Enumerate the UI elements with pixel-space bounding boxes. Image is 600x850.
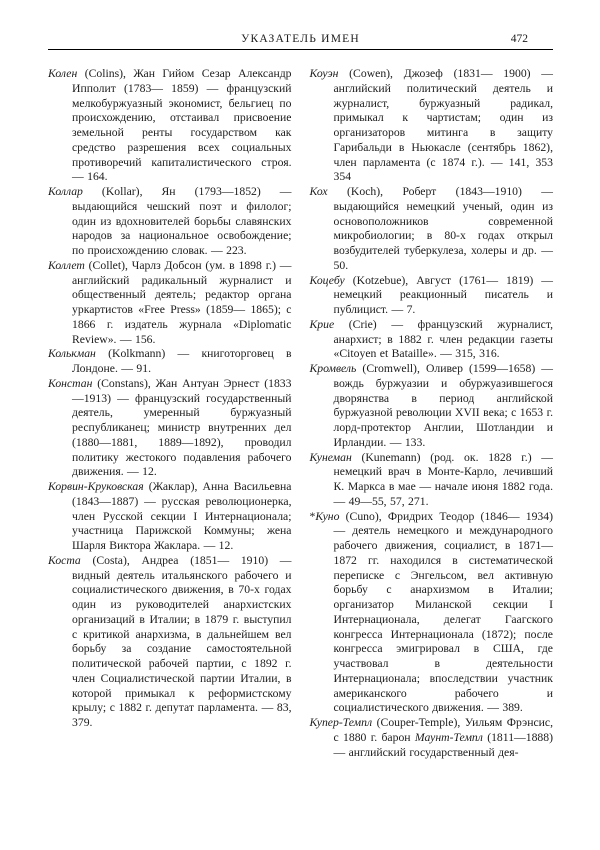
- page-header: [48, 0, 553, 46]
- index-columns: [48, 67, 553, 760]
- page-number: 472: [510, 33, 528, 45]
- index-entry-left-3: [48, 259, 292, 348]
- header-rule: [48, 49, 553, 50]
- right-column: [310, 67, 554, 760]
- running-title: УКАЗАТЕЛЬ ИМЕН: [241, 33, 360, 45]
- entry-headword: Корвин-Круковская: [48, 480, 144, 493]
- index-entry-left-5: [48, 377, 292, 480]
- entry-text: (1811—1888) — английский государственный дея-: [333, 730, 553, 759]
- entry-headword: Куно: [315, 509, 340, 523]
- entry-text: (Cowen), Джозеф (1831— 1900) — английский политический деятель и журналист, буржуазный радикал, примыкал к чартистам; один из организаторов митинга в защиту Гарибальди в Ньюкасле (сентябрь 1862), член парламента (с 1874 г.). — 141, 353 354: [333, 67, 553, 184]
- entry-headword: Колен: [48, 67, 78, 80]
- entry-text: *: [309, 509, 316, 523]
- index-entry-right-5: [310, 362, 554, 451]
- index-entry-left-2: [48, 185, 292, 259]
- index-entry-right-4: [310, 318, 554, 362]
- entry-text: (Couper-Temple), Уильям Фрэнсис, с 1880 г. барон: [333, 716, 553, 744]
- entry-headword: Кох: [309, 185, 328, 198]
- entry-text: (Cromwell), Оливер (1599—1658) — вождь буржуазии и обуржуазившегося дворянства в период английской буржуазной революции XVII века; с 1653 г. лорд-протектор Англии, Шотландии и Ирландии. — 133.: [333, 362, 553, 449]
- entry-text: (Koch), Роберт (1843—1910) — выдающийся немецкий ученый, один из основоположников современной микробиологии; в 80-х годах открыл возбудителей туберкулеза, холеры и др. — 50.: [327, 185, 553, 272]
- entry-text: (Kunemann) (род. ок. 1828 г.) — немецкий врач в Монте-Карло, лечивший К. Маркса в мае — начале июня 1882 года. — 49—55, 57, 271.: [333, 450, 553, 508]
- entry-headword: Констан: [48, 376, 93, 390]
- index-entry-left-1: [48, 67, 292, 185]
- index-entry-right-7: [310, 510, 554, 717]
- entry-headword: Коцебу: [309, 273, 345, 287]
- index-entry-left-6: [48, 480, 292, 554]
- entry-headword: Маунт-Темпл: [414, 730, 483, 744]
- index-entry-right-6: [310, 451, 554, 510]
- entry-text: (Kotzebue), Август (1761— 1819) — немецкий реакционный писатель и публицист. — 7.: [333, 273, 553, 316]
- entry-headword: Кромвель: [309, 362, 357, 375]
- index-entry-left-4: [48, 347, 292, 377]
- entry-text: (Colins), Жан Гийом Сезар Александр Ипполит (1783— 1859) — французский мелкобуржуазный экономист, бельгиец по происхождению, отстаивал присвоение земельной ренты государством как средство разрешения всех социальных противоречий капиталистического строя. — 164.: [72, 67, 292, 184]
- left-column: [48, 67, 292, 760]
- entry-text: (Kollar), Ян (1793—1852) — выдающийся чешский поэт и филолог; один из вдохновителей борьбы славянских народов за национальное освобождение; по происхождению словак. — 223.: [72, 185, 292, 257]
- entry-text: (Costa), Андреа (1851— 1910) — видный деятель итальянского рабочего и социалистического движения, в 70-х годах один из руководителей анархистских организаций в Италии; в 1879 г. выступил с критикой анархизма, в дальнейшем вел борьбу за создание самостоятельной политической рабочей партии, с 1892 г. член Социалистической партии Италии, в которой примыкал к реформистскому крылу; с 1882 г. депутат парламента. — 83, 379.: [72, 553, 292, 729]
- entry-headword: Коллар: [48, 185, 83, 198]
- entry-text: (Crie) — французский журналист, анархист; в 1882 г. член редакции газеты «Citoyen et Bataille». — 315, 316.: [333, 317, 553, 361]
- entry-text: (Kolkmann) — книготорговец в Лондоне. — 91.: [72, 347, 292, 375]
- entry-headword: Коуэн: [309, 67, 339, 80]
- entry-text: (Cuno), Фридрих Теодор (1846— 1934) — деятель немецкого и международного рабочего движения, социалист, в 1871— 1872 гг. находился в систематической переписке с Энгельсом, вел активную борьбу с анархизмом в Италии; организатор Миланской секции I Интернационала, делегат Гаагского конгресса Интернационала (1872); после конгресса эмигрировал в США, где участвовал в деятельности Интернационала; впоследствии участник американского рабочего и социалистического движения. — 389.: [333, 509, 553, 715]
- index-entry-right-3: [310, 274, 554, 318]
- entry-headword: Крие: [309, 317, 335, 331]
- entry-headword: Кунеман: [309, 450, 352, 464]
- index-entry-left-7: [48, 554, 292, 731]
- page-content: [48, 0, 553, 760]
- index-entry-right-2: [310, 185, 554, 274]
- entry-headword: Коста: [48, 553, 81, 567]
- entry-text: (Collet), Чарлз Добсон (ум. в 1898 г.) — английский радикальный журналист и общественный деятель; редактор органа уркартистов «Free Press» (1859— 1865); с 1866 г. издатель журнала «Diplomatic Review». — 156.: [72, 258, 292, 346]
- entry-text: (Жаклар), Анна Васильевна (1843—1887) — русская революционерка, член Русской секции I Интернационала; участница Парижской Коммуны; жена Шарля Виктора Жаклара. — 12.: [72, 480, 292, 552]
- index-entry-right-8: [310, 716, 554, 760]
- index-entry-right-1: [310, 67, 554, 185]
- entry-headword: Колькман: [48, 347, 96, 361]
- entry-headword: Купер-Темпл: [309, 716, 373, 729]
- entry-headword: Коллет: [48, 258, 85, 272]
- entry-text: (Constans), Жан Антуан Эрнест (1833—1913) — французский государственный деятель, умеренный буржуазный республиканец; министр внутренних дел (1880—1881, 1889—1892), проводил политику жестокого подавления рабочего движения. — 12.: [72, 376, 292, 479]
